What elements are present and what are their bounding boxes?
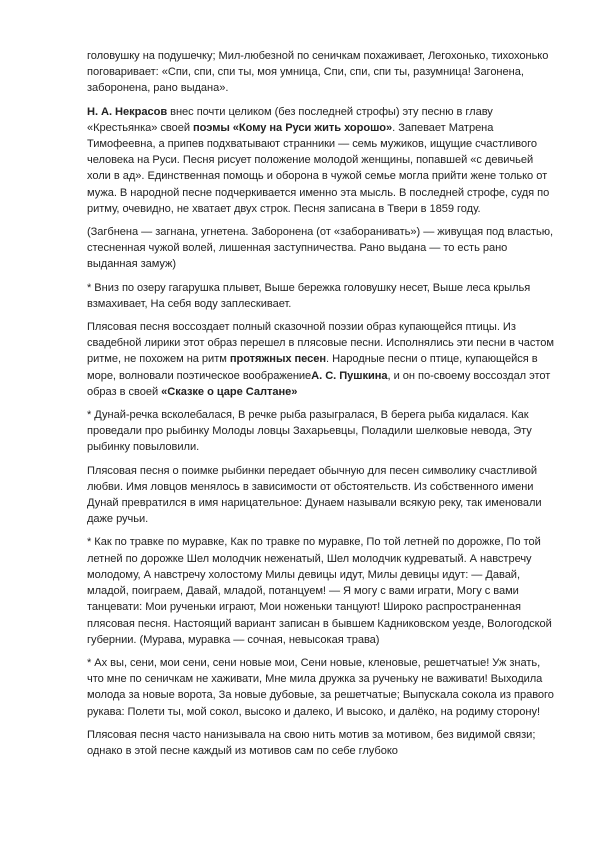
paragraph-p4 [87,280,555,312]
paragraph-p7 [87,463,555,528]
bold-text: А. С. Пушкина [311,369,388,382]
text-run: . Запевает Матрена Тимофеевна, а припев подхватывают странники — семь мужиков, ищущие счастливого человека на Руси. Песня рисует положение молодой женщины, попавшей «с девичьей холи в ад». Единственная помощь и оборона в чужой семье могла прийти жене только от мужа. В народной песне подчеркивается именно эта мысль. В последней строфе, судя по ритму, очевидно, не хватает двух строк. Песня записана в Твери в 1859 году. [87,121,550,215]
bold-text: Н. А. Некрасов [87,105,168,118]
text-run: Плясовая песня воссоздает полный сказочной поэзии образ купающейся птицы. Из свадебной лирики этот образ перешел в плясовые песни. Исполнялись эти песни в частом ритме, не похожем на ритм [87,321,554,366]
paragraph-p6 [87,407,555,456]
text-run: Плясовая песня о поимке рыбинки передает обычную для песен символику счастливой любви. Имя ловцов менялось в зависимости от обстоятельств. Из собственного имени Дунай превратился в имя нарицательное: Дунаем называли всякую реку, так именовали даже ручьи. [87,464,542,526]
text-run: (Загбнена — загнана, угнетена. Заборонена (от «заборанивать») — живущая под властью, стесненная чужой волей, лишенная заступничества. Рано выдана — то есть рано выданная замуж) [87,226,554,271]
paragraph-p5 [87,319,555,400]
paragraph-p9 [87,655,555,720]
document-text [87,48,555,766]
text-run: * Как по травке по муравке, Как по травке по муравке, По той летней по дорожке, По той летней по дорожке Шел молодчик неженатый, Шел молодчик кудреватый. А навстречу молодому, А навстречу холостому Милы девицы идут, Милы девицы идут: — Давай, младой, поиграем, Давай, младой, потанцуем! — Я могу с вами играти, Могу с вами танцевати: Мои рученьки играют, Мои ноженьки танцуют! Широко распространенная плясовая песня. Настоящий вариант записан в бывшем Кадниковском уезде, Вологодской губернии. (Мурава, муравка — сочная, невысокая трава) [87,536,552,646]
bold-text: протяжных песен [229,353,327,366]
text-run: внес почти целиком (без последней строфы) эту песню в главу «Крестьянка» своей [87,105,493,134]
paragraph-p10 [87,727,555,759]
paragraph-p8 [87,534,555,647]
text-run: головушку на подушечку; Мил-любезной по сеничкам похаживает, Легохонько, тихохонько поговаривает: «Спи, спи, спи ты, моя умница, Спи, спи, спи ты, разумница! Загонена, заборонена, рано выдана». [87,50,549,95]
paragraph-p1 [87,48,555,97]
text-run: * Вниз по озеру гагарушка плывет, Выше бережка головушку несет, Выше леса крылья взмахивает, На себя воду заплескивает. [87,281,531,310]
text-run: * Ах вы, сени, мои сени, сени новые мои, Сени новые, кленовые, решетчатые! Уж знать, что мне по сеничкам не хаживати, Мне мила дружка за рученьку не важивати! Выходила молода за новые ворота, За новые дубовые, за решетчатые; Выпускала сокола из правого рукава: Полети ты, мой сокол, высоко и далеко, И высоко, и далёко, на родиму сторону! [87,656,554,718]
paragraph-p3 [87,224,555,273]
text-run: Плясовая песня часто нанизывала на свою нить мотив за мотивом, без видимой связи; однако в этой песне каждый из мотивов сам по себе глубоко [87,728,536,757]
text-run: , и он по-своему воссоздал этот образ в своей [87,369,551,398]
bold-text: «Сказке о царе Салтане» [161,385,298,398]
paragraph-p2 [87,104,555,217]
text-run: * Дунай-речка всколебалася, В речке рыба разыгралася, В берега рыба кидалася. Как проведали про рыбинку Молоды ловцы Захарьевцы, Поладили шелковые невода, Эту рыбинку повыловили. [87,409,532,454]
text-run: . Народные песни о птице, купающейся в море, волновали поэтическое воображение [87,353,538,382]
bold-text: поэмы «Кому на Руси жить хорошо» [193,121,393,134]
